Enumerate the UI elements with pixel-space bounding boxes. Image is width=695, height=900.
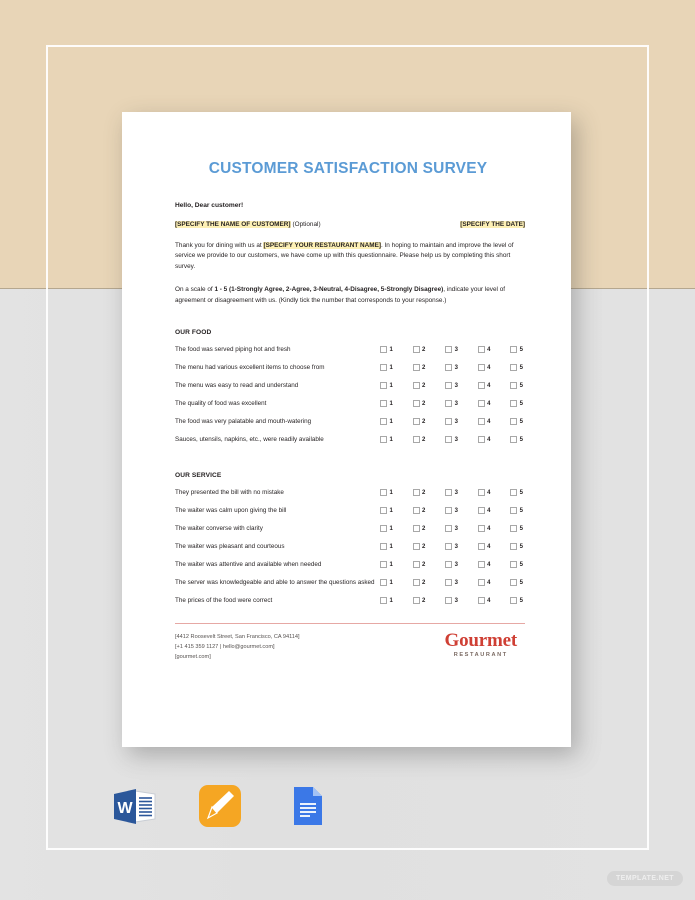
rating-number: 4: [487, 561, 491, 568]
checkbox-icon[interactable]: [380, 579, 387, 586]
checkbox-icon[interactable]: [413, 597, 420, 604]
checkbox-icon[interactable]: [380, 543, 387, 550]
restaurant-logo: [445, 631, 517, 658]
rating-number: 1: [389, 436, 393, 443]
question-row: [175, 431, 525, 449]
rating-option-4[interactable]: [478, 579, 491, 586]
rating-number: 3: [454, 382, 458, 389]
rating-option-1[interactable]: [380, 597, 393, 604]
rating-number: 5: [519, 400, 523, 407]
question-label: The menu was easy to read and understand: [175, 382, 299, 390]
rating-option-4[interactable]: [478, 507, 491, 514]
rating-number: 2: [422, 436, 426, 443]
rating-number: 5: [519, 418, 523, 425]
rating-number: 5: [519, 561, 523, 568]
question-row: [175, 538, 525, 556]
rating-number: 2: [422, 543, 426, 550]
rating-number: 2: [422, 346, 426, 353]
rating-number: 3: [454, 597, 458, 604]
rating-number: 4: [487, 597, 491, 604]
rating-number: 3: [454, 436, 458, 443]
question-label: The waiter was pleasant and courteous: [175, 543, 285, 551]
question-row: [175, 395, 525, 413]
rating-option-3[interactable]: [445, 400, 458, 407]
google-docs-icon[interactable]: [282, 782, 330, 830]
rating-number: 1: [389, 364, 393, 371]
rating-option-5[interactable]: [510, 489, 523, 496]
rating-number: 3: [454, 489, 458, 496]
question-row: [175, 520, 525, 538]
rating-scale: [380, 579, 525, 586]
rating-option-4[interactable]: [478, 400, 491, 407]
rating-option-5[interactable]: [510, 436, 523, 443]
rating-number: 3: [454, 561, 458, 568]
rating-number: 1: [389, 543, 393, 550]
rating-option-4[interactable]: [478, 543, 491, 550]
rating-number: 1: [389, 525, 393, 532]
checkbox-icon[interactable]: [380, 507, 387, 514]
rating-number: 4: [487, 436, 491, 443]
rating-number: 3: [454, 400, 458, 407]
rating-scale: [380, 525, 525, 532]
rating-option-2[interactable]: [413, 579, 426, 586]
rating-scale: [380, 346, 525, 353]
checkbox-icon[interactable]: [510, 364, 517, 371]
customer-name-placeholder: [SPECIFY THE NAME OF CUSTOMER]: [175, 221, 291, 228]
rating-option-4[interactable]: [478, 382, 491, 389]
question-label: The waiter converse with clarity: [175, 525, 263, 533]
logo-tagline: RESTAURANT: [453, 652, 508, 659]
scale-legend: 1 - 5 (1-Strongly Agree, 2-Agree, 3-Neutral, 4-Disagree, 5-Strongly Disagree): [214, 286, 444, 294]
microsoft-word-icon[interactable]: [110, 782, 158, 830]
rating-number: 5: [519, 507, 523, 514]
rating-number: 5: [519, 364, 523, 371]
rating-option-3[interactable]: [445, 525, 458, 532]
rating-option-3[interactable]: [445, 543, 458, 550]
checkbox-icon[interactable]: [478, 436, 485, 443]
rating-option-1[interactable]: [380, 579, 393, 586]
rating-number: 3: [454, 418, 458, 425]
svg-text:W: W: [117, 800, 133, 817]
checkbox-icon[interactable]: [413, 579, 420, 586]
rating-option-2[interactable]: [413, 561, 426, 568]
page-title: CUSTOMER SATISFACTION SURVEY: [208, 160, 488, 177]
rating-number: 1: [389, 418, 393, 425]
website-line: [gourmet.com]: [175, 653, 211, 660]
rating-option-2[interactable]: [413, 489, 426, 496]
rating-number: 1: [389, 579, 393, 586]
question-label: The food was served piping hot and fresh: [175, 346, 291, 354]
rating-number: 1: [389, 382, 393, 389]
rating-number: 4: [487, 400, 491, 407]
rating-option-2[interactable]: [413, 436, 426, 443]
rating-option-3[interactable]: [445, 597, 458, 604]
rating-option-4[interactable]: [478, 346, 491, 353]
checkbox-icon[interactable]: [478, 525, 485, 532]
specify-row: [175, 221, 525, 228]
rating-number: 2: [422, 507, 426, 514]
document-preview[interactable]: [122, 112, 571, 747]
question-label: The waiter was calm upon giving the bill: [175, 507, 287, 515]
document-footer: [175, 630, 525, 662]
rating-scale: [380, 400, 525, 407]
rating-number: 2: [422, 579, 426, 586]
rating-option-5[interactable]: [510, 525, 523, 532]
rating-option-3[interactable]: [445, 507, 458, 514]
rating-option-1[interactable]: [380, 525, 393, 532]
checkbox-icon[interactable]: [413, 346, 420, 353]
checkbox-icon[interactable]: [413, 418, 420, 425]
checkbox-icon[interactable]: [413, 400, 420, 407]
checkbox-icon[interactable]: [445, 489, 452, 496]
checkbox-icon[interactable]: [510, 436, 517, 443]
intro-paragraph: [175, 241, 525, 272]
checkbox-icon[interactable]: [380, 525, 387, 532]
rating-number: 2: [422, 400, 426, 407]
question-row: [175, 377, 525, 395]
rating-option-1[interactable]: [380, 543, 393, 550]
rating-scale: [380, 561, 525, 568]
footer-divider: [175, 623, 525, 624]
file-format-icons: [110, 778, 310, 834]
rating-option-1[interactable]: [380, 346, 393, 353]
rating-number: 4: [487, 346, 491, 353]
rating-scale: [380, 382, 525, 389]
rating-option-3[interactable]: [445, 436, 458, 443]
checkbox-icon[interactable]: [445, 525, 452, 532]
rating-number: 3: [454, 543, 458, 550]
rating-option-4[interactable]: [478, 436, 491, 443]
contact-details: [175, 633, 300, 662]
checkbox-icon[interactable]: [510, 382, 517, 389]
rating-number: 4: [487, 525, 491, 532]
rating-option-1[interactable]: [380, 400, 393, 407]
rating-scale: [380, 418, 525, 425]
checkbox-icon[interactable]: [478, 579, 485, 586]
checkbox-icon[interactable]: [413, 507, 420, 514]
rating-number: 3: [454, 579, 458, 586]
question-label: The quality of food was excellent: [175, 400, 267, 408]
rating-option-5[interactable]: [510, 400, 523, 407]
rating-number: 4: [487, 382, 491, 389]
checkbox-icon[interactable]: [380, 364, 387, 371]
checkbox-icon[interactable]: [478, 382, 485, 389]
checkbox-icon[interactable]: [413, 525, 420, 532]
checkbox-icon[interactable]: [413, 489, 420, 496]
checkbox-icon[interactable]: [413, 382, 420, 389]
rating-option-4[interactable]: [478, 561, 491, 568]
rating-option-2[interactable]: [413, 418, 426, 425]
date-placeholder: [SPECIFY THE DATE]: [460, 221, 525, 228]
rating-number: 1: [389, 597, 393, 604]
rating-number: 4: [487, 418, 491, 425]
question-label: The menu had various excellent items to choose from: [175, 364, 325, 372]
checkbox-icon[interactable]: [510, 400, 517, 407]
rating-number: 3: [454, 364, 458, 371]
question-row: [175, 574, 525, 592]
checkbox-icon[interactable]: [510, 418, 517, 425]
question-row: [175, 413, 525, 431]
rating-option-4[interactable]: [478, 364, 491, 371]
rating-scale: [380, 364, 525, 371]
rating-option-5[interactable]: [510, 561, 523, 568]
question-row: [175, 484, 525, 502]
checkbox-icon[interactable]: [478, 507, 485, 514]
rating-number: 1: [389, 346, 393, 353]
rating-number: 5: [519, 543, 523, 550]
rating-option-4[interactable]: [478, 418, 491, 425]
checkbox-icon[interactable]: [445, 382, 452, 389]
rating-number: 4: [487, 364, 491, 371]
scale-suffix: , indicate your level of agreement or disagreement with us. (Kindly tick the number that corresponds to your response.): [175, 286, 506, 304]
rating-option-4[interactable]: [478, 525, 491, 532]
checkbox-icon[interactable]: [445, 507, 452, 514]
customer-name-line: [175, 221, 321, 228]
rating-option-1[interactable]: [380, 418, 393, 425]
rating-number: 1: [389, 507, 393, 514]
rating-option-4[interactable]: [478, 597, 491, 604]
optional-label: (Optional): [292, 221, 321, 228]
question-label: Sauces, utensils, napkins, etc., were readily available: [175, 436, 324, 444]
checkbox-icon[interactable]: [445, 543, 452, 550]
rating-number: 3: [454, 507, 458, 514]
rating-number: 5: [519, 525, 523, 532]
question-label: The server was knowledgeable and able to answer the questions asked: [175, 579, 375, 587]
rating-option-1[interactable]: [380, 561, 393, 568]
rating-number: 2: [422, 525, 426, 532]
rating-number: 1: [389, 489, 393, 496]
checkbox-icon[interactable]: [380, 597, 387, 604]
rating-number: 4: [487, 507, 491, 514]
watermark-badge: TEMPLATE.NET: [607, 871, 683, 886]
rating-option-1[interactable]: [380, 382, 393, 389]
checkbox-icon[interactable]: [380, 346, 387, 353]
rating-option-5[interactable]: [510, 507, 523, 514]
question-label: The prices of the food were correct: [175, 597, 273, 605]
checkbox-icon[interactable]: [478, 346, 485, 353]
rating-option-3[interactable]: [445, 561, 458, 568]
checkbox-icon[interactable]: [445, 346, 452, 353]
rating-option-2[interactable]: [413, 364, 426, 371]
rating-option-2[interactable]: [413, 597, 426, 604]
rating-number: 1: [389, 561, 393, 568]
rating-number: 3: [454, 346, 458, 353]
logo-wordmark: Gourmet: [444, 630, 517, 652]
rating-option-5[interactable]: [510, 382, 523, 389]
rating-number: 5: [519, 346, 523, 353]
question-label: The waiter was attentive and available when needed: [175, 561, 322, 569]
checkbox-icon[interactable]: [478, 597, 485, 604]
question-row: [175, 359, 525, 377]
rating-number: 4: [487, 489, 491, 496]
rating-number: 5: [519, 382, 523, 389]
checkbox-icon[interactable]: [445, 597, 452, 604]
rating-option-2[interactable]: [413, 525, 426, 532]
rating-option-3[interactable]: [445, 579, 458, 586]
document-content: [175, 112, 525, 747]
checkbox-icon[interactable]: [380, 400, 387, 407]
rating-option-2[interactable]: [413, 400, 426, 407]
checkbox-icon[interactable]: [413, 364, 420, 371]
rating-option-4[interactable]: [478, 489, 491, 496]
checkbox-icon[interactable]: [478, 418, 485, 425]
checkbox-icon[interactable]: [380, 436, 387, 443]
rating-number: 2: [422, 489, 426, 496]
rating-scale: [380, 436, 525, 443]
greeting-text: Hello, Dear customer!: [175, 202, 244, 209]
checkbox-icon[interactable]: [413, 561, 420, 568]
checkbox-icon[interactable]: [380, 382, 387, 389]
scale-prefix: On a scale of: [175, 286, 215, 294]
rating-option-3[interactable]: [445, 489, 458, 496]
rating-option-5[interactable]: [510, 579, 523, 586]
checkbox-icon[interactable]: [478, 489, 485, 496]
checkbox-icon[interactable]: [445, 364, 452, 371]
checkbox-icon[interactable]: [510, 543, 517, 550]
rating-option-3[interactable]: [445, 382, 458, 389]
rating-option-5[interactable]: [510, 364, 523, 371]
rating-number: 5: [519, 579, 523, 586]
rating-number: 2: [422, 364, 426, 371]
phone-email-line: [+1 415 359 1127 | hello@gourmet.com]: [175, 644, 275, 651]
rating-option-5[interactable]: [510, 418, 523, 425]
checkbox-icon[interactable]: [445, 561, 452, 568]
rating-scale: [380, 543, 525, 550]
restaurant-name-placeholder: [SPECIFY YOUR RESTAURANT NAME]: [263, 242, 381, 249]
rating-option-3[interactable]: [445, 346, 458, 353]
rating-option-2[interactable]: [413, 543, 426, 550]
section-heading-food: OUR FOOD: [175, 328, 212, 336]
checkbox-icon[interactable]: [510, 346, 517, 353]
question-row: [175, 592, 525, 610]
checkbox-icon[interactable]: [478, 364, 485, 371]
rating-option-3[interactable]: [445, 364, 458, 371]
rating-number: 5: [519, 489, 523, 496]
scale-instructions: [175, 285, 525, 306]
question-row: [175, 556, 525, 574]
rating-number: 5: [519, 597, 523, 604]
rating-scale: [380, 597, 525, 604]
rating-option-2[interactable]: [413, 382, 426, 389]
rating-number: 2: [422, 561, 426, 568]
checkbox-icon[interactable]: [445, 400, 452, 407]
rating-scale: [380, 489, 525, 496]
checkbox-icon[interactable]: [510, 489, 517, 496]
checkbox-icon[interactable]: [510, 579, 517, 586]
intro-prefix: Thank you for dining with us at: [175, 242, 264, 249]
rating-option-1[interactable]: [380, 489, 393, 496]
checkbox-icon[interactable]: [380, 561, 387, 568]
rating-option-3[interactable]: [445, 418, 458, 425]
checkbox-icon[interactable]: [380, 489, 387, 496]
checkbox-icon[interactable]: [413, 436, 420, 443]
rating-option-5[interactable]: [510, 346, 523, 353]
rating-option-5[interactable]: [510, 597, 523, 604]
question-label: They presented the bill with no mistake: [175, 489, 284, 497]
rating-scale: [380, 507, 525, 514]
rating-option-2[interactable]: [413, 507, 426, 514]
intro-suffix: . In hoping to maintain and improve the level of service we provide to our customers, we have come up with this questionnaire. Please help us by completing this short survey.: [175, 242, 514, 270]
rating-number: 2: [422, 418, 426, 425]
checkbox-icon[interactable]: [380, 418, 387, 425]
checkbox-icon[interactable]: [478, 543, 485, 550]
question-row: [175, 341, 525, 359]
rating-number: 2: [422, 382, 426, 389]
checkbox-icon[interactable]: [510, 507, 517, 514]
question-label: The food was very palatable and mouth-watering: [175, 418, 312, 426]
checkbox-icon[interactable]: [510, 525, 517, 532]
address-line: [4412 Roosevelt Street, San Francisco, CA 94114]: [175, 634, 300, 641]
rating-number: 5: [519, 436, 523, 443]
checkbox-icon[interactable]: [510, 597, 517, 604]
rating-option-1[interactable]: [380, 364, 393, 371]
rating-option-2[interactable]: [413, 346, 426, 353]
rating-number: 4: [487, 543, 491, 550]
rating-number: 3: [454, 525, 458, 532]
checkbox-icon[interactable]: [445, 579, 452, 586]
rating-number: 4: [487, 579, 491, 586]
section-heading-service: OUR SERVICE: [175, 471, 222, 479]
rating-option-1[interactable]: [380, 436, 393, 443]
checkbox-icon[interactable]: [413, 543, 420, 550]
checkbox-icon[interactable]: [445, 436, 452, 443]
question-row: [175, 502, 525, 520]
rating-option-1[interactable]: [380, 507, 393, 514]
checkbox-icon[interactable]: [478, 561, 485, 568]
checkbox-icon[interactable]: [478, 400, 485, 407]
rating-number: 1: [389, 400, 393, 407]
checkbox-icon[interactable]: [445, 418, 452, 425]
checkbox-icon[interactable]: [510, 561, 517, 568]
rating-number: 2: [422, 597, 426, 604]
apple-pages-icon[interactable]: [196, 782, 244, 830]
rating-option-5[interactable]: [510, 543, 523, 550]
